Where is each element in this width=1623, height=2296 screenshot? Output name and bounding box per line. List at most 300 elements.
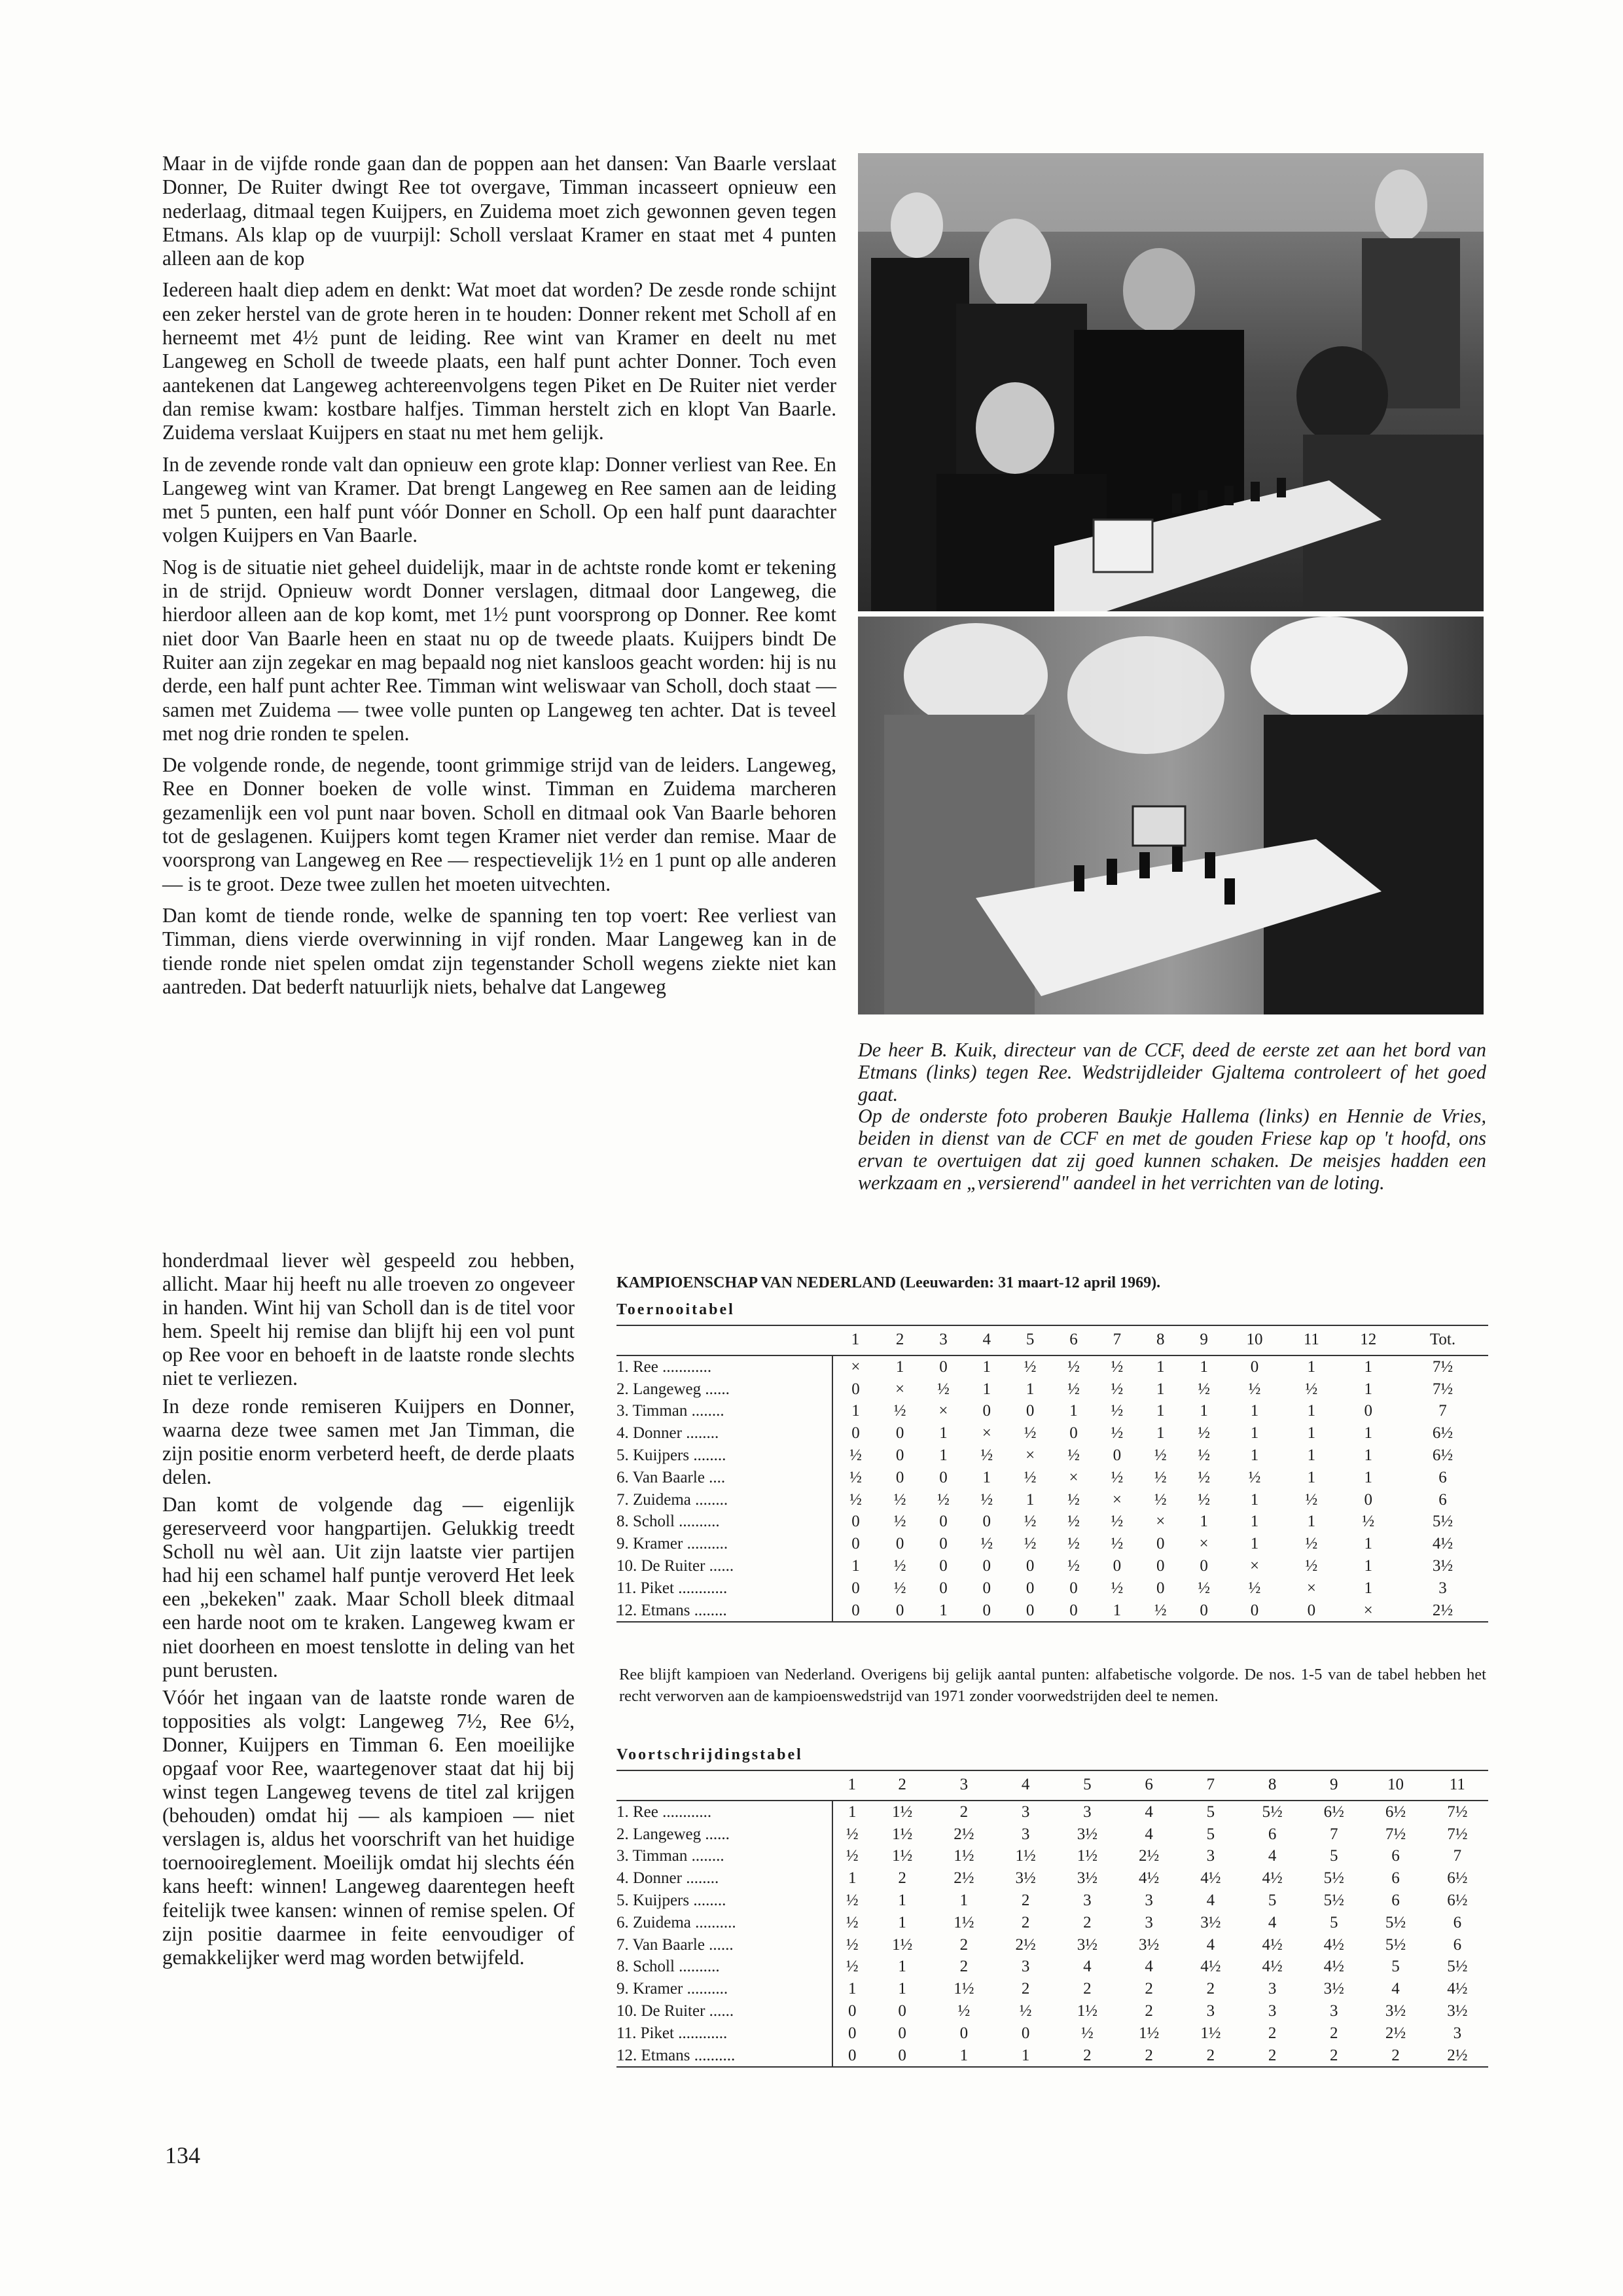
- score-cell: ½: [1305, 1556, 1318, 1575]
- score-cell: 1: [1026, 1490, 1035, 1509]
- score-cell: 2: [1330, 2046, 1338, 2064]
- score-cell: 1: [1307, 1357, 1316, 1376]
- score-cell: 1½: [1077, 2001, 1097, 2020]
- table-header-cell: 5: [1026, 1331, 1035, 1348]
- score-cell: 1: [1364, 1380, 1372, 1398]
- score-cell: ½: [893, 1556, 906, 1575]
- score-cell: ½: [1154, 1446, 1167, 1464]
- score-cell: ½: [1067, 1357, 1080, 1376]
- score-cell: 0: [1021, 2024, 1030, 2042]
- score-cell: 1: [939, 1424, 948, 1443]
- score-cell: ½: [1111, 1380, 1124, 1398]
- score-cell: 4: [1391, 1980, 1400, 1998]
- photo-illustration: [858, 153, 1484, 611]
- score-cell: ×: [895, 1380, 905, 1398]
- score-cell: ×: [1112, 1490, 1122, 1509]
- score-cell: 0: [851, 1380, 860, 1398]
- score-cell: ×: [1026, 1446, 1035, 1464]
- score-cell: 4½: [1323, 1958, 1344, 1976]
- score-cell: 0: [1156, 1535, 1165, 1553]
- table-row: [616, 1801, 1488, 1823]
- score-cell: ½: [1248, 1380, 1261, 1398]
- score-cell: 1: [982, 1468, 991, 1486]
- score-cell: ½: [1067, 1556, 1080, 1575]
- score-cell: 1½: [1077, 1847, 1097, 1865]
- score-cell: 6½: [1432, 1446, 1454, 1464]
- score-cell: ½: [1362, 1513, 1375, 1531]
- table-row: [616, 1845, 1488, 1867]
- paragraph: De volgende ronde, de negende, toont grimmige strijd van de leiders. Langeweg, Ree en Donner boeken de volle winst. Timman en Zuidema marcheren gezamenlijk een vol punt naar boven. Scholl en ditmaal ook Van Baarle behoren tot de geslagenen. Kuijpers komt tegen Kramer niet verder dan remise. Maar de voorsprong van Langeweg en Ree — respectievelijk 1½ en 1 punt op alle anderen — is te groot. Deze twee zullen het moeten uitvechten.: [162, 753, 836, 895]
- score-cell: 0: [1113, 1446, 1122, 1464]
- score-cell: ½: [1248, 1468, 1261, 1486]
- table-row: [616, 1467, 1488, 1489]
- score-cell: 4½: [1200, 1958, 1221, 1976]
- score-cell: ½: [1198, 1468, 1210, 1486]
- score-cell: 4½: [1138, 1869, 1160, 1888]
- score-cell: ½: [1067, 1513, 1080, 1531]
- score-cell: 4½: [1447, 1980, 1468, 1998]
- score-cell: 0: [1026, 1556, 1035, 1575]
- table-row: [616, 1400, 1488, 1422]
- score-cell: 0: [1200, 1556, 1208, 1575]
- score-cell: 6: [1391, 1869, 1400, 1888]
- score-cell: 0: [895, 1424, 904, 1443]
- score-cell: ½: [1154, 1490, 1167, 1509]
- score-cell: 2½: [954, 1869, 974, 1888]
- score-cell: ½: [1024, 1424, 1037, 1443]
- score-cell: ½: [1305, 1535, 1318, 1553]
- score-cell: 3: [1021, 1825, 1030, 1843]
- score-cell: 1: [848, 1869, 857, 1888]
- score-cell: 1: [1026, 1380, 1035, 1398]
- player-name: 10. De Ruiter ......: [616, 2000, 832, 2022]
- score-cell: 1: [898, 1980, 906, 1998]
- score-cell: ½: [957, 2001, 971, 2020]
- score-cell: ½: [980, 1490, 993, 1509]
- table-row: [616, 1912, 1488, 1934]
- score-cell: 1½: [1138, 2024, 1160, 2042]
- score-cell: 6: [1391, 1847, 1400, 1865]
- player-name: 1. Ree ............: [616, 1801, 832, 1823]
- score-cell: 2: [959, 1935, 969, 1954]
- score-cell: 2: [1391, 2046, 1400, 2064]
- paragraph: honderdmaal liever wèl gespeeld zou hebben, allicht. Maar hij heeft nu alle troeven zo ongeveer in handen. Wint hij van Scholl dan is de titel voor hem. Speelt hij remise dan blijft hij een vol punt op Ree voor en behoeft in de laatste ronde slechts niet te verliezen.: [162, 1249, 575, 1390]
- table-header-cell: 6: [1145, 1776, 1153, 1793]
- score-cell: ½: [893, 1402, 906, 1420]
- score-cell: 0: [939, 1579, 948, 1597]
- score-cell: 6: [1268, 1825, 1277, 1843]
- score-cell: 1: [1156, 1402, 1165, 1420]
- score-cell: 7½: [1447, 1825, 1468, 1843]
- score-cell: ×: [1069, 1468, 1079, 1486]
- table-row: [616, 1489, 1488, 1511]
- table-header-cell: Tot.: [1429, 1331, 1456, 1348]
- score-cell: 0: [898, 2046, 906, 2064]
- score-cell: ½: [1198, 1424, 1210, 1443]
- photo-friese-kap: [858, 617, 1484, 1014]
- player-name: 7. Van Baarle ......: [616, 1934, 832, 1956]
- progress-table-title: Voortschrijdingstabel: [616, 1746, 803, 1763]
- table-header-cell: 1: [851, 1331, 860, 1348]
- player-name: 2. Langeweg ......: [616, 1378, 832, 1401]
- score-cell: ½: [893, 1513, 906, 1531]
- score-cell: 1: [1364, 1468, 1372, 1486]
- score-cell: 2: [1206, 1980, 1215, 1998]
- score-cell: 3½: [1015, 1869, 1036, 1888]
- paragraph: Vóór het ingaan van de laatste ronde waren de topposities als volgt: Langeweg 7½, Ree 6½, Donner, Kuijpers en Timman 6. Een moeilijke opgaaf voor Ree, waartegenover staat dat hij bij winst tegen Langeweg tevens de titel zal krijgen (behouden) omdat hij — als kampioen — niet verslagen is, aldus het voorschrift van het huidige toernooireglement. Moeilijk omdat hij slechts één kans heeft: winnen! Langeweg daarentegen heeft feitelijk twee kansen: winnen of remise spelen. Of zijn positie daarmee in feite eenvoudiger of gemakkelijker werd mag worden betwijfeld.: [162, 1685, 575, 1969]
- score-cell: 1: [895, 1357, 904, 1376]
- score-cell: 6: [1438, 1468, 1447, 1486]
- score-cell: 1: [1307, 1468, 1316, 1486]
- table-header-cell: 5: [1083, 1776, 1092, 1793]
- progress-table: [616, 1770, 1488, 2068]
- score-cell: 1½: [954, 1847, 974, 1865]
- score-cell: 0: [959, 2024, 969, 2042]
- table-header-cell: 6: [1069, 1331, 1078, 1348]
- score-cell: 0: [851, 1513, 860, 1531]
- score-cell: 1: [1113, 1601, 1122, 1619]
- score-cell: 3: [1021, 1958, 1030, 1976]
- table-row: [616, 1555, 1488, 1577]
- score-cell: ½: [1305, 1380, 1318, 1398]
- score-cell: 7½: [1432, 1380, 1454, 1398]
- score-cell: 2½: [1447, 2046, 1468, 2064]
- score-cell: 1: [982, 1380, 991, 1398]
- photo-first-move: [858, 153, 1484, 611]
- score-cell: 0: [982, 1513, 991, 1531]
- score-cell: 5: [1206, 1825, 1215, 1843]
- table-header-cell: 7: [1206, 1776, 1215, 1793]
- score-cell: 5: [1330, 1847, 1338, 1865]
- score-cell: ½: [1111, 1535, 1124, 1553]
- player-name: 12. Etmans ..........: [616, 2045, 832, 2068]
- score-cell: 1: [1307, 1424, 1316, 1443]
- score-cell: 3: [1206, 2001, 1215, 2020]
- score-cell: ½: [846, 1891, 859, 1909]
- player-name: 4. Donner ........: [616, 1867, 832, 1890]
- score-cell: 3½: [1432, 1556, 1454, 1575]
- score-cell: ½: [1024, 1468, 1037, 1486]
- score-cell: 3½: [1077, 1825, 1097, 1843]
- score-cell: 3½: [1077, 1869, 1097, 1888]
- table-header-cell: 2: [895, 1331, 904, 1348]
- score-cell: ½: [849, 1468, 862, 1486]
- score-cell: 0: [982, 1402, 991, 1420]
- score-cell: 2½: [1015, 1935, 1036, 1954]
- score-cell: 1½: [1200, 2024, 1221, 2042]
- score-cell: 2: [1021, 1980, 1030, 1998]
- score-cell: 1: [851, 1402, 860, 1420]
- score-cell: 4: [1206, 1935, 1215, 1954]
- photo-illustration: [858, 617, 1484, 1014]
- paragraph: Dan komt de volgende dag — eigenlijk gereserveerd voor hangpartijen. Gelukkig treedt Scholl nu wèl aan. Uit zijn laatste vier partijen had hij een schamel half puntje veroverd Het leek een „bekeken" zaak. Maar Scholl bleek ditmaal een harde noot om te kraken. Langeweg kwam er niet doorheen en moest tenslotte in deling van het punt berusten.: [162, 1492, 575, 1681]
- page-number: 134: [165, 2142, 200, 2168]
- score-cell: 0: [939, 1513, 948, 1531]
- score-cell: 1: [1364, 1424, 1372, 1443]
- score-cell: 3: [1145, 1891, 1153, 1909]
- player-name: 4. Donner ........: [616, 1422, 832, 1444]
- score-cell: 2: [1268, 2024, 1277, 2042]
- score-cell: 1: [1307, 1513, 1316, 1531]
- score-cell: 1: [1364, 1535, 1372, 1553]
- score-cell: 2: [1145, 2001, 1153, 2020]
- cross-table-title: Toernooitabel: [616, 1301, 735, 1318]
- table-header-cell: 4: [1021, 1776, 1030, 1793]
- table-row: [616, 1511, 1488, 1533]
- score-cell: ½: [893, 1579, 906, 1597]
- score-cell: 1: [1200, 1513, 1208, 1531]
- score-cell: 0: [1200, 1601, 1208, 1619]
- player-name: 3. Timman ........: [616, 1400, 832, 1422]
- score-cell: 0: [1364, 1402, 1372, 1420]
- score-cell: 2: [1083, 1980, 1092, 1998]
- score-cell: 3: [1330, 2001, 1338, 2020]
- score-cell: 0: [851, 1601, 860, 1619]
- score-cell: 0: [939, 1468, 948, 1486]
- score-cell: ½: [1024, 1357, 1037, 1376]
- table-header-cell: 3: [939, 1331, 948, 1348]
- score-cell: ½: [1198, 1380, 1210, 1398]
- score-cell: 1: [1250, 1402, 1259, 1420]
- score-cell: 4½: [1200, 1869, 1221, 1888]
- score-cell: 2½: [954, 1825, 974, 1843]
- score-cell: 4: [1145, 1825, 1153, 1843]
- table-header-blank: [616, 1325, 832, 1355]
- progress-table-body: [616, 1801, 1488, 2068]
- score-cell: 6: [1453, 1913, 1462, 1931]
- score-cell: 5½: [1385, 1935, 1406, 1954]
- table-row: [616, 1444, 1488, 1467]
- table-row: [616, 2000, 1488, 2022]
- score-cell: 5: [1268, 1891, 1277, 1909]
- score-cell: 1: [1156, 1357, 1165, 1376]
- score-cell: 1: [1364, 1357, 1372, 1376]
- cross-table: [616, 1325, 1488, 1623]
- score-cell: 0: [1069, 1601, 1078, 1619]
- score-cell: ½: [893, 1490, 906, 1509]
- score-cell: 6½: [1447, 1869, 1468, 1888]
- score-cell: 3½: [1200, 1913, 1221, 1931]
- player-name: 11. Piket ............: [616, 1577, 832, 1600]
- score-cell: 5½: [1323, 1869, 1344, 1888]
- table-header-cell: 8: [1156, 1331, 1165, 1348]
- score-cell: 0: [1026, 1601, 1035, 1619]
- score-cell: 6½: [1447, 1891, 1468, 1909]
- score-cell: ½: [1198, 1446, 1210, 1464]
- score-cell: 1: [848, 1980, 857, 1998]
- score-cell: 1½: [1015, 1847, 1036, 1865]
- score-cell: ½: [1067, 1446, 1080, 1464]
- player-name: 6. Van Baarle ....: [616, 1467, 832, 1489]
- score-cell: 2: [1145, 2046, 1153, 2064]
- score-cell: 3: [1268, 1980, 1277, 1998]
- score-cell: 5: [1391, 1958, 1400, 1976]
- cross-table-body: [616, 1355, 1488, 1623]
- score-cell: 0: [851, 1579, 860, 1597]
- score-cell: 2: [1083, 2046, 1092, 2064]
- score-cell: 1½: [892, 1847, 913, 1865]
- score-cell: 0: [1156, 1556, 1165, 1575]
- score-cell: 0: [939, 1535, 948, 1553]
- score-cell: 0: [1113, 1556, 1122, 1575]
- score-cell: 2: [1145, 1980, 1153, 1998]
- score-cell: 3½: [1077, 1935, 1097, 1954]
- score-cell: 4: [1268, 1847, 1277, 1865]
- score-cell: 1: [1250, 1490, 1259, 1509]
- table-row: [616, 1422, 1488, 1444]
- paragraph: Maar in de vijfde ronde gaan dan de poppen aan het dansen: Van Baarle verslaat Donner, De Ruiter dwingt Ree tot overgave, Timman incasseert opnieuw een nederlaag, ditmaal tegen Kuijpers, en Zuidema moet zich gewonnen geven tegen Etmans. Als klap op de vuurpijl: Scholl verslaat Kramer en staat met 4 punten alleen aan de kop: [162, 152, 836, 270]
- paragraph: Iedereen haalt diep adem en denkt: Wat moet dat worden? De zesde ronde schijnt een zeker herstel van de grote heren in te houden: Donner rekent met Scholl af en herneemt met 4½ punt de leiding. Ree wint van Kramer en deelt nu met Langeweg en Scholl de tweede plaats, een half punt achter Donner. Toch even aantekenen dat Langeweg achtereenvolgens tegen Piket en De Ruiter niet verder dan remise kwam: kostbare halfjes. Timman herstelt zich en klopt Van Baarle. Zuidema verslaat Kuijpers en staat nu met hem gelijk.: [162, 278, 836, 444]
- score-cell: 1: [1200, 1402, 1208, 1420]
- score-cell: 3½: [1447, 2001, 1468, 2020]
- score-cell: 1: [959, 1891, 969, 1909]
- score-cell: 0: [1026, 1579, 1035, 1597]
- player-name: 1. Ree ............: [616, 1355, 832, 1378]
- paragraph: Dan komt de tiende ronde, welke de spanning ten top voert: Ree verliest van Timman, diens vierde overwinning in vijf ronden. Maar Langeweg kan in de tiende ronde niet spelen omdat zijn tegenstander Scholl wegens ziekte niet kan aantreden. Dat bederft natuurlijk niets, behalve dat Langeweg: [162, 903, 836, 998]
- score-cell: 4½: [1323, 1935, 1344, 1954]
- score-cell: 7: [1330, 1825, 1338, 1843]
- score-cell: 7½: [1447, 1803, 1468, 1821]
- player-name: 10. De Ruiter ......: [616, 1555, 832, 1577]
- score-cell: ½: [846, 1958, 859, 1976]
- player-name: 6. Zuidema ..........: [616, 1912, 832, 1934]
- table-row: [616, 1533, 1488, 1555]
- table-header-cell: 1: [847, 1776, 857, 1793]
- score-cell: 1½: [954, 1913, 974, 1931]
- table-header-cell: 9: [1330, 1776, 1338, 1793]
- score-cell: 0: [895, 1468, 904, 1486]
- score-cell: 5½: [1323, 1891, 1344, 1909]
- score-cell: 1: [1250, 1424, 1259, 1443]
- score-cell: ½: [1024, 1513, 1037, 1531]
- score-cell: 6½: [1385, 1803, 1406, 1821]
- player-name: 5. Kuijpers ........: [616, 1890, 832, 1912]
- player-name: 9. Kramer ..........: [616, 1978, 832, 2000]
- score-cell: ½: [849, 1490, 862, 1509]
- caption-text: Op de onderste foto proberen Baukje Hallema (links) en Hennie de Vries, beiden in dienst van de CCF en met de gouden Friese kap op 't hoofd, ons ervan te overtuigen dat zij goed kunnen schaken. De meisjes hadden een werkzaam en „versierend" aandeel in het verrichten van de loting.: [858, 1105, 1486, 1194]
- table-row: [616, 1956, 1488, 1978]
- score-cell: ½: [846, 1935, 859, 1954]
- score-cell: ½: [1067, 1380, 1080, 1398]
- score-cell: 6: [1438, 1490, 1447, 1509]
- score-cell: 3½: [1323, 1980, 1344, 1998]
- score-cell: 1: [1069, 1402, 1078, 1420]
- score-cell: 2: [1330, 2024, 1338, 2042]
- score-cell: 7½: [1432, 1357, 1454, 1376]
- score-cell: ½: [1248, 1579, 1261, 1597]
- score-cell: 1: [898, 1913, 906, 1931]
- score-cell: ½: [849, 1446, 862, 1464]
- table-header-row: [616, 1770, 1488, 1801]
- table-header-cell: 11: [1303, 1331, 1319, 1348]
- score-cell: 1½: [954, 1980, 974, 1998]
- score-cell: 1: [1250, 1513, 1259, 1531]
- score-cell: ½: [1111, 1402, 1124, 1420]
- score-cell: 0: [1069, 1424, 1078, 1443]
- score-cell: 3½: [1138, 1935, 1160, 1954]
- score-cell: 0: [895, 1601, 904, 1619]
- score-cell: 3½: [1385, 2001, 1406, 2020]
- table-header-cell: 10: [1387, 1776, 1404, 1793]
- score-cell: 2: [1268, 2046, 1277, 2064]
- score-cell: ½: [1024, 1535, 1037, 1553]
- player-name: 9. Kramer ..........: [616, 1533, 832, 1555]
- score-cell: ×: [851, 1357, 861, 1376]
- score-cell: ½: [937, 1380, 950, 1398]
- score-cell: 5½: [1262, 1803, 1283, 1821]
- score-cell: 0: [1156, 1579, 1165, 1597]
- score-cell: ½: [1111, 1357, 1124, 1376]
- score-cell: 6: [1453, 1935, 1462, 1954]
- score-cell: ×: [982, 1424, 991, 1443]
- score-cell: 2: [959, 1958, 969, 1976]
- score-cell: 1: [1200, 1357, 1208, 1376]
- table-note: Ree blijft kampioen van Nederland. Overigens bij gelijk aantal punten: alfabetische volgorde. De nos. 1-5 van de tabel hebben het recht verworven aan de kampioenswedstrijd van 1971 zonder voorwedstrijden deel te nemen.: [619, 1666, 1486, 1705]
- score-cell: 1: [1307, 1402, 1316, 1420]
- score-cell: 2: [898, 1869, 906, 1888]
- score-cell: 1: [939, 1601, 948, 1619]
- score-cell: 4: [1268, 1913, 1277, 1931]
- score-cell: 6: [1391, 1891, 1400, 1909]
- score-cell: ½: [1154, 1601, 1167, 1619]
- score-cell: 0: [895, 1446, 904, 1464]
- table-header-cell: 8: [1268, 1776, 1277, 1793]
- score-cell: 0: [1250, 1357, 1259, 1376]
- score-cell: 1: [1156, 1424, 1165, 1443]
- table-row: [616, 2022, 1488, 2045]
- table-header-cell: 2: [898, 1776, 906, 1793]
- score-cell: ½: [980, 1535, 993, 1553]
- score-cell: 0: [848, 2001, 857, 2020]
- score-cell: 4: [1145, 1803, 1153, 1821]
- score-cell: 3: [1438, 1579, 1447, 1597]
- table-row: [616, 1823, 1488, 1846]
- score-cell: 3: [1206, 1847, 1215, 1865]
- score-cell: 2: [1206, 2046, 1215, 2064]
- player-name: 12. Etmans ........: [616, 1600, 832, 1623]
- table-header-row: [616, 1325, 1488, 1355]
- table-row: [616, 1867, 1488, 1890]
- table-row: [616, 1934, 1488, 1956]
- score-cell: 1: [1364, 1556, 1372, 1575]
- score-cell: 4½: [1432, 1535, 1454, 1553]
- table-header-cell: 4: [982, 1331, 991, 1348]
- score-cell: 0: [898, 2001, 906, 2020]
- score-cell: 0: [848, 2024, 857, 2042]
- score-cell: 0: [982, 1556, 991, 1575]
- score-cell: 1: [1021, 2046, 1030, 2064]
- score-cell: ×: [1249, 1556, 1260, 1575]
- score-cell: 1: [1156, 1380, 1165, 1398]
- table-header-cell: 11: [1449, 1776, 1465, 1793]
- table-header-cell: 12: [1360, 1331, 1377, 1348]
- player-name: 5. Kuijpers ........: [616, 1444, 832, 1467]
- score-cell: 3: [1083, 1891, 1092, 1909]
- paragraph: In de zevende ronde valt dan opnieuw een grote klap: Donner verliest van Ree. En Langeweg wint van Kramer. Dat brengt Langeweg en Ree samen aan de leiding met 5 punten, een half punt vóór Donner en Scholl. Op een half punt daarachter volgen Kuijpers en Van Baarle.: [162, 452, 836, 547]
- paragraph: In deze ronde remiseren Kuijpers en Donner, waarna deze twee samen met Jan Timman, die zijn positie enorm verbeterd heeft, de derde plaats delen.: [162, 1394, 575, 1488]
- score-cell: 2: [1021, 1891, 1030, 1909]
- score-cell: 1: [939, 1446, 948, 1464]
- score-cell: 0: [939, 1357, 948, 1376]
- score-cell: 4: [1206, 1891, 1215, 1909]
- score-cell: 0: [982, 1601, 991, 1619]
- score-cell: 0: [895, 1535, 904, 1553]
- score-cell: 1: [898, 1891, 906, 1909]
- score-cell: ×: [938, 1402, 948, 1420]
- score-cell: 0: [1250, 1601, 1259, 1619]
- table-header-cell: 9: [1200, 1331, 1208, 1348]
- player-name: 3. Timman ........: [616, 1845, 832, 1867]
